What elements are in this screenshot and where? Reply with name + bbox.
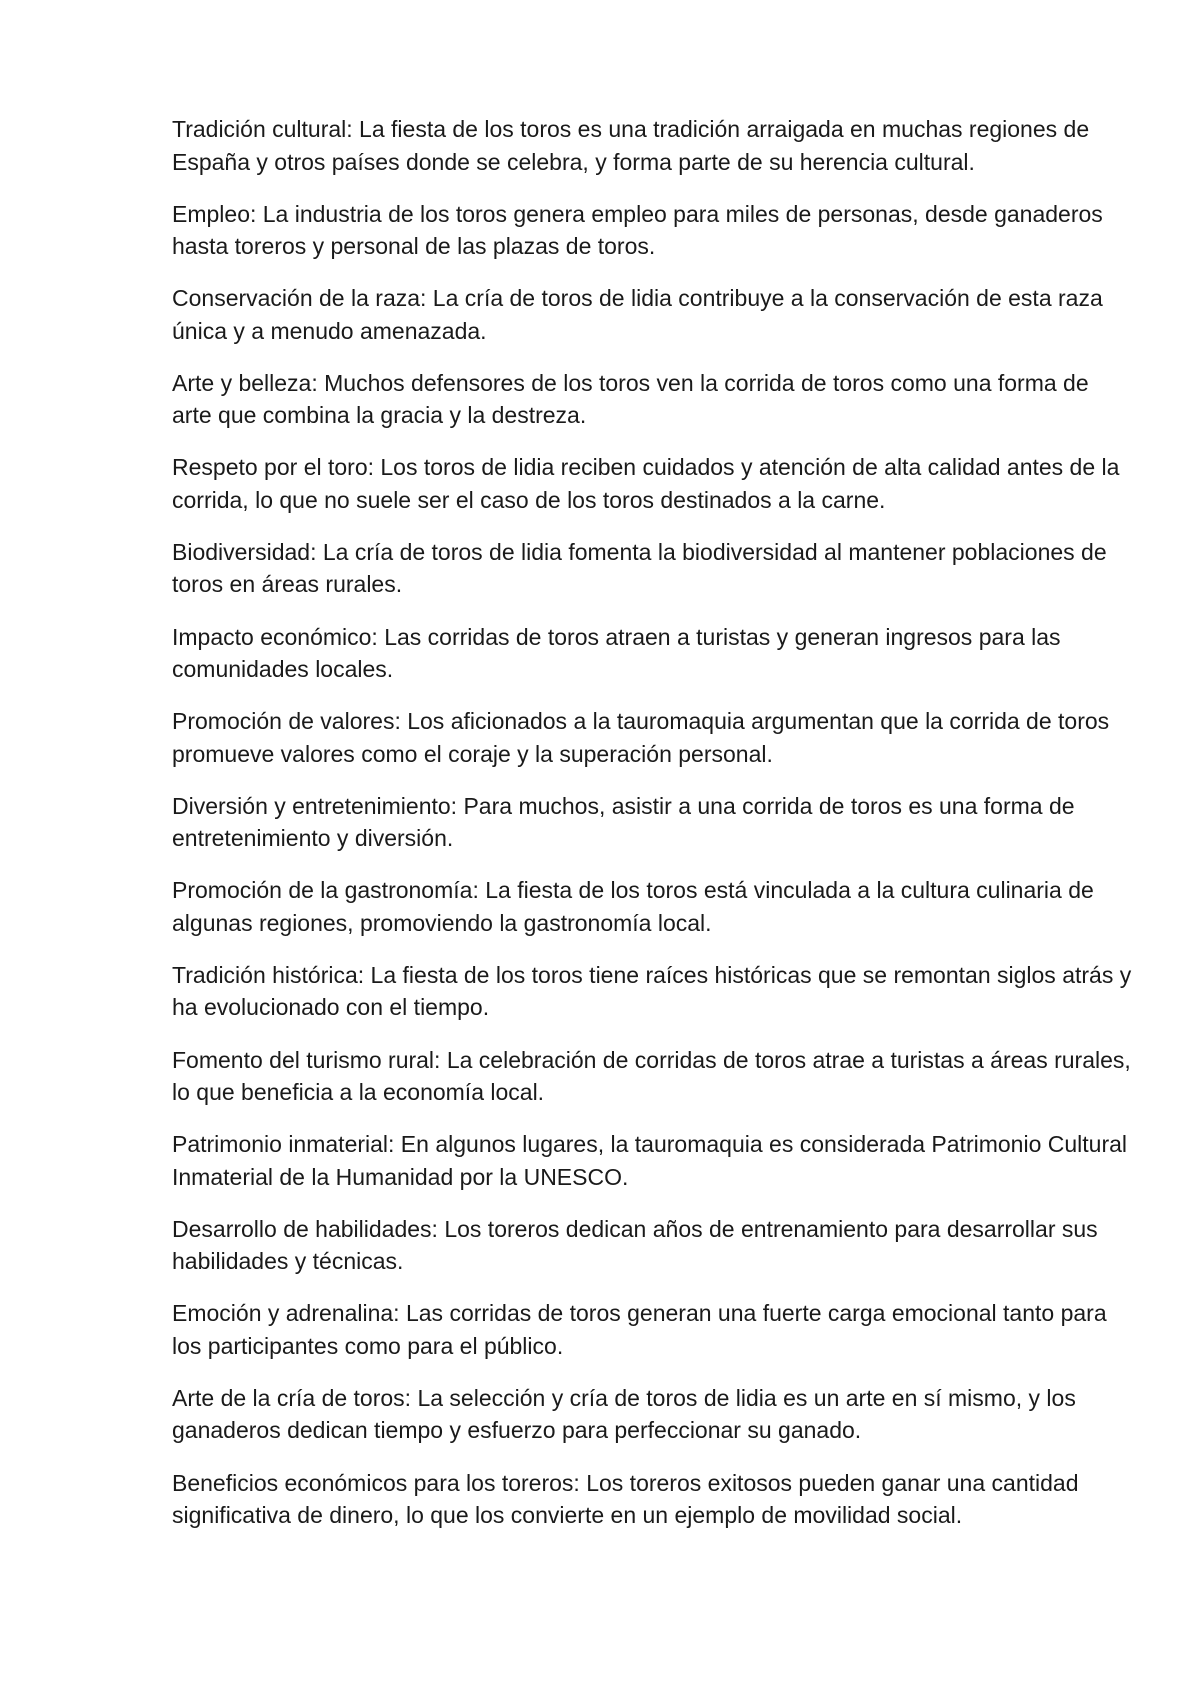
paragraph-biodiversidad: Biodiversidad: La cría de toros de lidia fomenta la biodiversidad al mantener poblaciones de toros en áreas rurales. — [172, 538, 1107, 598]
paragraph-diversion: Diversión y entretenimiento: Para muchos, asistir a una corrida de toros es una forma de entretenimiento y diversión. — [172, 792, 1075, 852]
paragraph-conservacion-raza: Conservación de la raza: La cría de toros de lidia contribuye a la conservación de esta raza única y a menudo amenazada. — [172, 285, 1103, 344]
paragraph-empleo: Empleo: La industria de los toros genera empleo para miles de personas, desde ganaderos hasta toreros y personal de las plazas de toros. — [172, 200, 1103, 260]
paragraph-tradicion-historica: Tradición histórica: La fiesta de los toros tiene raíces históricas que se remontan siglos atrás y ha evolucionado con el tiempo. — [172, 961, 1132, 1021]
paragraph-beneficios-toreros: Beneficios económicos para los toreros: Los toreros exitosos pueden ganar una cantidad significativa de dinero, lo que los convierte en un ejemplo de movilidad social. — [172, 1469, 1079, 1528]
paragraph-emocion: Emoción y adrenalina: Las corridas de toros generan una fuerte carga emocional tanto para los participantes como para el público. — [172, 1300, 1107, 1359]
paragraph-patrimonio-inmaterial: Patrimonio inmaterial: En algunos lugares, la tauromaquia es considerada Patrimonio Cultural Inmaterial de la Humanidad por la UNESCO. — [172, 1131, 1128, 1190]
paragraph-gastronomia: Promoción de la gastronomía: La fiesta de los toros está vinculada a la cultura culinaria de algunas regiones, promoviendo la gastronomía local. — [172, 877, 1094, 936]
document-body — [172, 113, 1132, 1551]
paragraph-cria-toros: Arte de la cría de toros: La selección y cría de toros de lidia es un arte en sí mismo, y los ganaderos dedican tiempo y esfuerzo para perfeccionar su ganado. — [172, 1384, 1076, 1444]
paragraph-impacto-economico: Impacto económico: Las corridas de toros atraen a turistas y generan ingresos para las comunidades locales. — [172, 623, 1061, 683]
paragraph-respeto-toro: Respeto por el toro: Los toros de lidia reciben cuidados y atención de alta calidad antes de la corrida, lo que no suele ser el caso de los toros destinados a la carne. — [172, 454, 1120, 513]
paragraph-tradicion-cultural: Tradición cultural: La fiesta de los toros es una tradición arraigada en muchas regiones de España y otros países donde se celebra, y forma parte de su herencia cultural. — [172, 116, 1090, 175]
paragraph-turismo-rural: Fomento del turismo rural: La celebración de corridas de toros atrae a turistas a áreas rurales, lo que beneficia a la economía local. — [172, 1046, 1131, 1106]
paragraph-arte-belleza: Arte y belleza: Muchos defensores de los toros ven la corrida de toros como una forma de arte que combina la gracia y la destreza. — [172, 369, 1089, 429]
paragraph-promocion-valores: Promoción de valores: Los aficionados a la tauromaquia argumentan que la corrida de toros promueve valores como el coraje y la superación personal. — [172, 708, 1110, 767]
paragraph-habilidades: Desarrollo de habilidades: Los toreros dedican años de entrenamiento para desarrollar sus habilidades y técnicas. — [172, 1215, 1098, 1275]
